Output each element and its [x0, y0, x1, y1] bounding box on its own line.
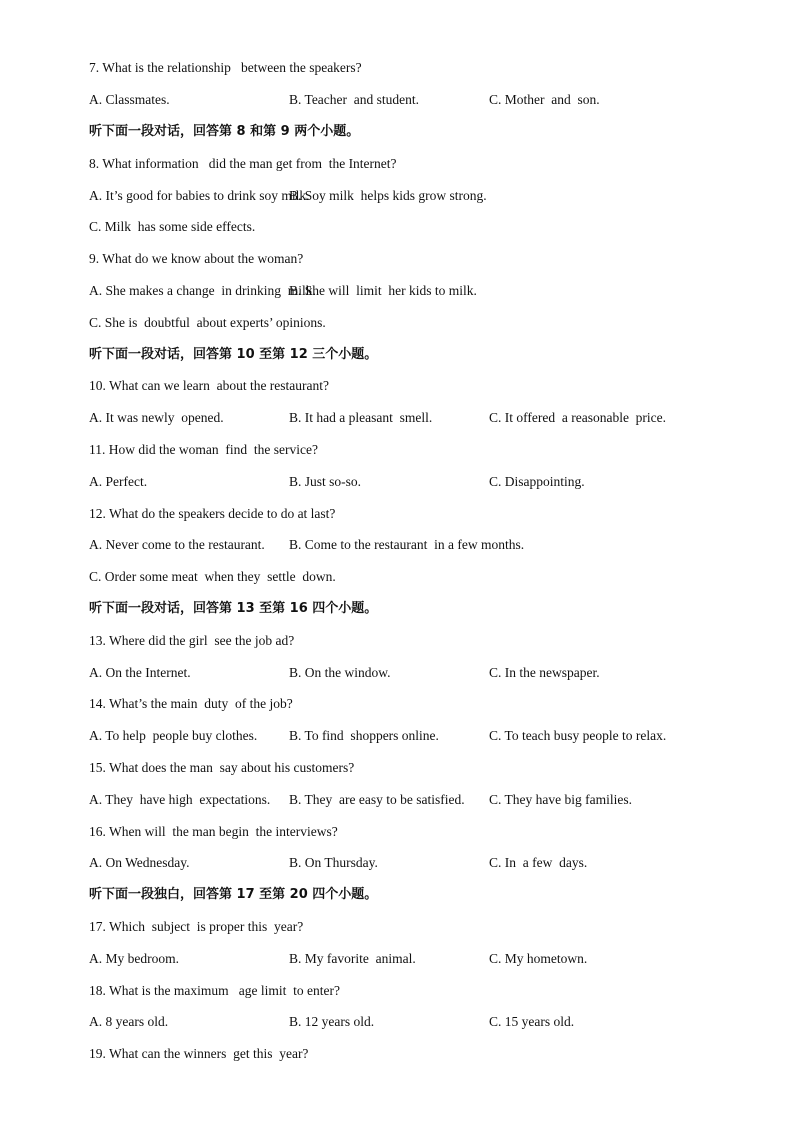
answer-option: C. To teach busy people to relax.: [489, 728, 667, 743]
answer-option: B. Teacher and student.: [289, 92, 420, 107]
question-text: C. She is doubtful about experts’ opinions.: [89, 315, 326, 330]
answer-options: [89, 791, 754, 809]
question-text: 18. What is the maximum age limit to enter?: [89, 983, 340, 998]
question-text: 19. What can the winners get this year?: [89, 1046, 309, 1061]
answer-option: B. To find shoppers online.: [289, 728, 439, 743]
answer-option: C. My hometown.: [489, 951, 588, 966]
answer-option: B. Just so-so.: [289, 474, 362, 489]
answer-option: C. It offered a reasonable price.: [489, 410, 667, 425]
answer-option: A. Never come to the restaurant.: [89, 537, 265, 552]
answer-option: B. Come to the restaurant in a few months.: [289, 537, 525, 552]
answer-options: [89, 664, 754, 682]
answer-option: B. On the window.: [289, 665, 391, 680]
answer-option: B. On Thursday.: [289, 855, 378, 870]
section-instruction: 听下面一段对话，回答第 13 至第 16 四个小题。: [89, 601, 378, 616]
answer-option: A. It was newly opened.: [89, 410, 224, 425]
answer-option: C. In a few days.: [489, 855, 588, 870]
section-instruction: 听下面一段对话，回答第 8 和第 9 两个小题。: [89, 124, 360, 139]
question-text: 7. What is the relationship between the speakers?: [89, 60, 362, 75]
question-text: 14. What’s the main duty of the job?: [89, 696, 293, 711]
answer-option: C. Disappointing.: [489, 474, 585, 489]
question-text: C. Order some meat when they settle down.: [89, 569, 336, 584]
answer-options: [89, 727, 754, 745]
answer-option: A. To help people buy clothes.: [89, 728, 258, 743]
question-text: 8. What information did the man get from the Internet?: [89, 156, 397, 171]
question-text: 10. What can we learn about the restaurant?: [89, 378, 330, 393]
section-instruction: 听下面一段独白，回答第 17 至第 20 四个小题。: [89, 887, 378, 902]
question-text: 15. What does the man say about his customers?: [89, 760, 355, 775]
question-text: 13. Where did the girl see the job ad?: [89, 633, 295, 648]
answer-options: [89, 473, 754, 491]
answer-option: A. It’s good for babies to drink soy milk.: [89, 188, 310, 203]
answer-option: B. It had a pleasant smell.: [289, 410, 433, 425]
answer-options: [89, 854, 754, 872]
answer-options: [89, 950, 754, 968]
answer-options: [89, 536, 754, 554]
answer-option: C. Mother and son.: [489, 92, 600, 107]
answer-option: C. 15 years old.: [489, 1014, 575, 1029]
answer-option: A. Classmates.: [89, 92, 170, 107]
answer-options: [89, 187, 754, 205]
answer-option: A. 8 years old.: [89, 1014, 169, 1029]
section-instruction: 听下面一段对话，回答第 10 至第 12 三个小题。: [89, 347, 378, 362]
answer-option: A. Perfect.: [89, 474, 148, 489]
question-text: 11. How did the woman find the service?: [89, 442, 318, 457]
answer-option: B. 12 years old.: [289, 1014, 375, 1029]
question-text: C. Milk has some side effects.: [89, 219, 256, 234]
question-text: 12. What do the speakers decide to do at last?: [89, 506, 336, 521]
answer-option: A. My bedroom.: [89, 951, 179, 966]
answer-options: [89, 1013, 754, 1031]
question-text: 17. Which subject is proper this year?: [89, 919, 304, 934]
answer-option: A. They have high expectations.: [89, 792, 271, 807]
answer-option: B. They are easy to be satisfied.: [289, 792, 465, 807]
answer-options: [89, 409, 754, 427]
answer-option: A. On the Internet.: [89, 665, 191, 680]
answer-option: A. She makes a change in drinking milk.: [89, 283, 316, 298]
answer-option: C. They have big families.: [489, 792, 632, 807]
answer-option: A. On Wednesday.: [89, 855, 190, 870]
answer-options: [89, 91, 754, 109]
question-text: 16. When will the man begin the interviews?: [89, 824, 338, 839]
answer-option: B. My favorite animal.: [289, 951, 416, 966]
answer-option: B. Soy milk helps kids grow strong.: [289, 188, 487, 203]
answer-options: [89, 282, 754, 300]
question-text: 9. What do we know about the woman?: [89, 251, 304, 266]
answer-option: B. She will limit her kids to milk.: [289, 283, 477, 298]
answer-option: C. In the newspaper.: [489, 665, 600, 680]
